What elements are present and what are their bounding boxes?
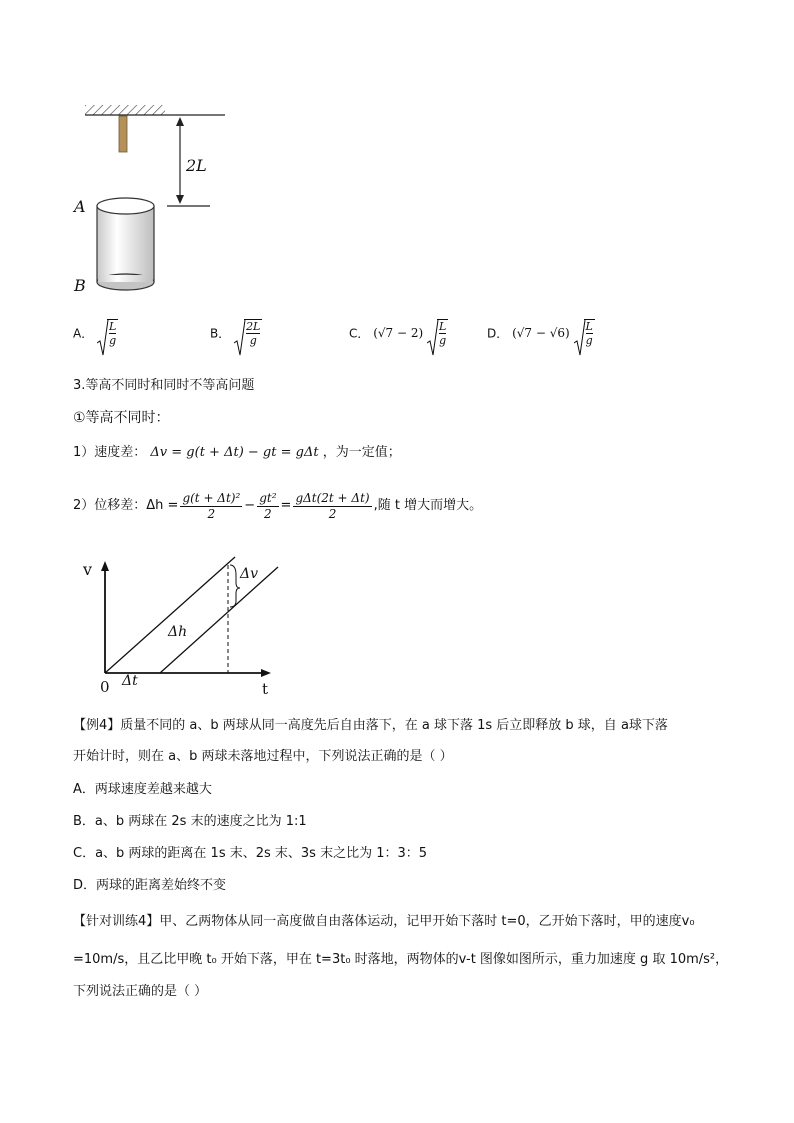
vt-graph — [80, 555, 300, 700]
graph-v-label: v — [83, 560, 93, 579]
label-B: B — [74, 276, 86, 295]
example4-option-a: A．两球速度差越来越大 — [73, 782, 212, 797]
option-d-label: D． — [487, 326, 509, 341]
example4-line1: 【例4】质量不同的 a、b 两球从同一高度先后自由落下，在 a 球下落 1s 后立即释放 b 球，自 a球下落 — [73, 718, 668, 733]
graph-dt-label: Δt — [122, 673, 138, 689]
option-a — [73, 319, 118, 359]
graph-dv-label: Δv — [240, 566, 259, 582]
graph-t-label: t — [262, 680, 269, 698]
sub-heading: ①等高不同时： — [73, 410, 170, 426]
option-d: D． (√7 − √6) $\frac{L}{g}$ — [487, 319, 595, 359]
option-a-label: A． — [73, 326, 94, 341]
training4-line3: 下列说法正确的是（ ） — [73, 984, 208, 999]
example4-option-b: B．a、b 两球在 2s 末的速度之比为 1:1 — [73, 814, 307, 829]
sqrt-expression: $\frac{2L}{g}$ — [234, 319, 262, 347]
fraction: $\frac{\text{gΔt(2t + Δt)}}{2}$ — [295, 490, 370, 521]
option-c: C． (√7 − 2) $\frac{L}{g}$ — [349, 319, 448, 359]
training4-line1: 【针对训练4】甲、乙两物体从同一高度做自由落体运动，记甲开始下落时 t=0，乙开始下落时，甲的速度v₀ — [73, 914, 695, 929]
fraction: $\frac{\text{gt²}}{2}$ — [259, 490, 277, 521]
example4-option-d: D．两球的距离差始终不变 — [73, 878, 227, 893]
option-c-label: C． — [349, 326, 370, 341]
velocity-formula: Δv = g(t + Δt) − gt = gΔt — [150, 445, 319, 460]
example4-option-c: C．a、b 两球的距离在 1s 末、2s 末、3s 末之比为 1：3：5 — [73, 846, 428, 861]
sqrt-expression: $\frac{L}{g}$ — [97, 319, 118, 347]
sqrt-expression: $\frac{L}{g}$ — [574, 319, 595, 347]
label-A: A — [74, 197, 86, 216]
option-b — [210, 319, 262, 359]
velocity-difference-line: 1）速度差： Δv = g(t + Δt) − gt = gΔt ，为一定值； — [73, 445, 401, 460]
example4-line2: 开始计时，则在 a、b 两球未落地过程中，下列说法正确的是（ ） — [73, 749, 453, 764]
label-2L: 2L — [186, 156, 207, 175]
section-heading: 3.等高不同时和同时不等高问题 — [73, 378, 255, 393]
graph-dh-label: Δh — [168, 624, 188, 640]
option-b-label: B． — [210, 326, 231, 341]
sqrt-expression: $\frac{L}{g}$ — [427, 319, 448, 347]
displacement-difference-line: 2）位移差：Δh = $\frac{\text{g(t + Δt)²}}{2}$ − $\frac{\text{gt²}}{2}$ = $\frac{\text{gΔt(2t + Δt)}}{2}$ ,随 t 增大而增大。 — [73, 490, 483, 521]
fraction: $\frac{\text{g(t + Δt)²}}{2}$ — [182, 490, 241, 521]
graph-origin-label: 0 — [100, 678, 110, 696]
ceiling-rod-cylinder-figure — [70, 95, 230, 305]
training4-line2: =10m/s，且乙比甲晚 t₀ 开始下落，甲在 t=3t₀ 时落地，两物体的v-t 图像如图所示，重力加速度 g 取 10m/s²， — [73, 952, 729, 967]
